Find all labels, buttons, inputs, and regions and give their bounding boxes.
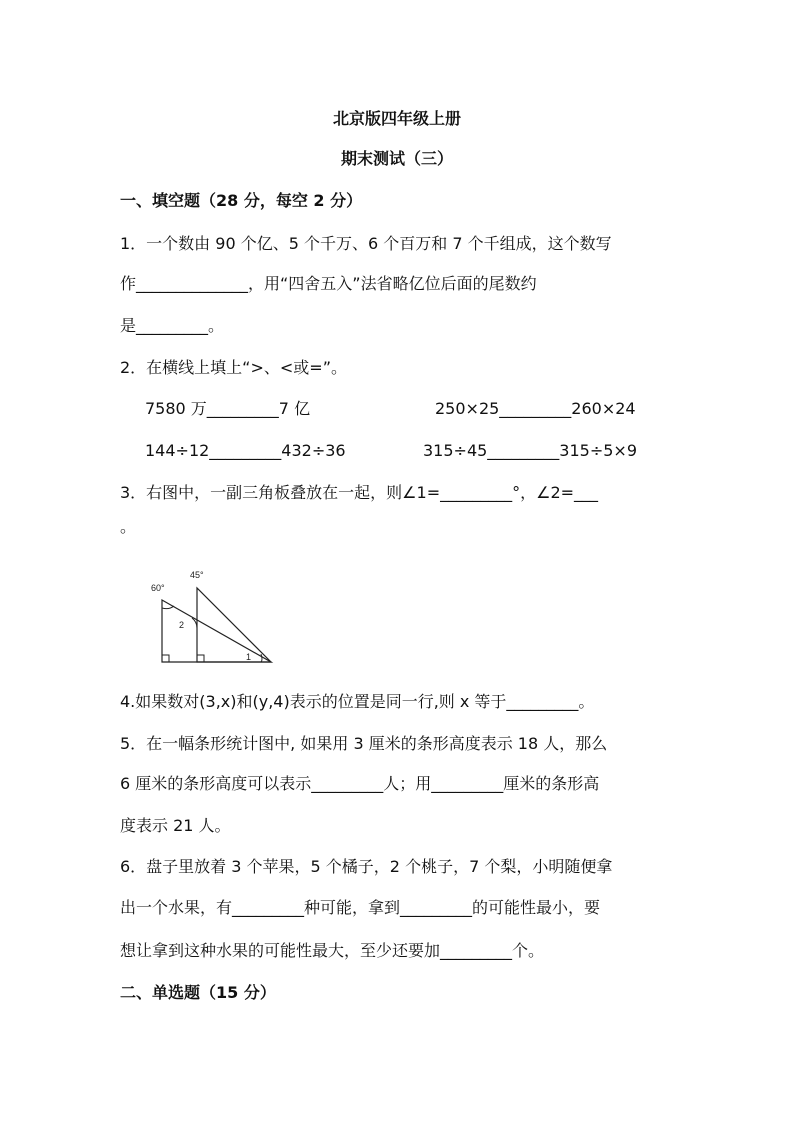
q2-item-c: 144÷12_________432÷36 — [145, 441, 346, 460]
q5-line3: 度表示 21 人。 — [120, 816, 231, 835]
q6-line2: 出一个水果，有_________种可能，拿到_________的可能性最小，要 — [120, 898, 601, 917]
q3-line2: 。 — [120, 517, 137, 536]
q5-line2: 6 厘米的条形高度可以表示_________人；用_________厘米的条形高 — [120, 774, 600, 793]
q2-intro: 2．在横线上填上“>、<或=”。 — [120, 358, 347, 377]
triangle-figure — [145, 566, 285, 666]
q2-item-d: 315÷45_________315÷5×9 — [423, 441, 638, 460]
angle-label-1: 1 — [246, 652, 252, 662]
page-title: 北京版四年级上册 — [332, 109, 461, 128]
section2-heading: 二、单选题（15 分） — [120, 983, 276, 1002]
angle-label-45: 45° — [190, 570, 204, 580]
section1-heading: 一、填空题（28 分，每空 2 分） — [120, 191, 363, 210]
q2-item-b: 250×25_________260×24 — [435, 399, 636, 418]
q1-line3: 是_________。 — [120, 316, 225, 335]
q6-line1: 6．盘子里放着 3 个苹果，5 个橘子，2 个桃子，7 个梨，小明随便拿 — [120, 857, 613, 876]
q1-line2: 作______________，用“四舍五入”法省略亿位后面的尾数约 — [120, 274, 537, 293]
page-subtitle: 期末测试（三） — [340, 149, 453, 168]
q2-item-a: 7580 万_________7 亿 — [145, 399, 311, 418]
q5-line1: 5．在一幅条形统计图中, 如果用 3 厘米的条形高度表示 18 人，那么 — [120, 734, 608, 753]
angle-label-2: 2 — [179, 620, 185, 630]
angle-label-60: 60° — [151, 583, 165, 593]
q6-line3: 想让拿到这种水果的可能性最大，至少还要加_________个。 — [120, 941, 545, 960]
q4-line1: 4.如果数对(3,x)和(y,4)表示的位置是同一行,则 x 等于_________。 — [120, 692, 595, 711]
q3-line1: 3．右图中，一副三角板叠放在一起，则∠1=_________°，∠2=___ — [120, 483, 599, 502]
q1-line1: 1．一个数由 90 个亿、5 个千万、6 个百万和 7 个千组成，这个数写 — [120, 234, 612, 253]
